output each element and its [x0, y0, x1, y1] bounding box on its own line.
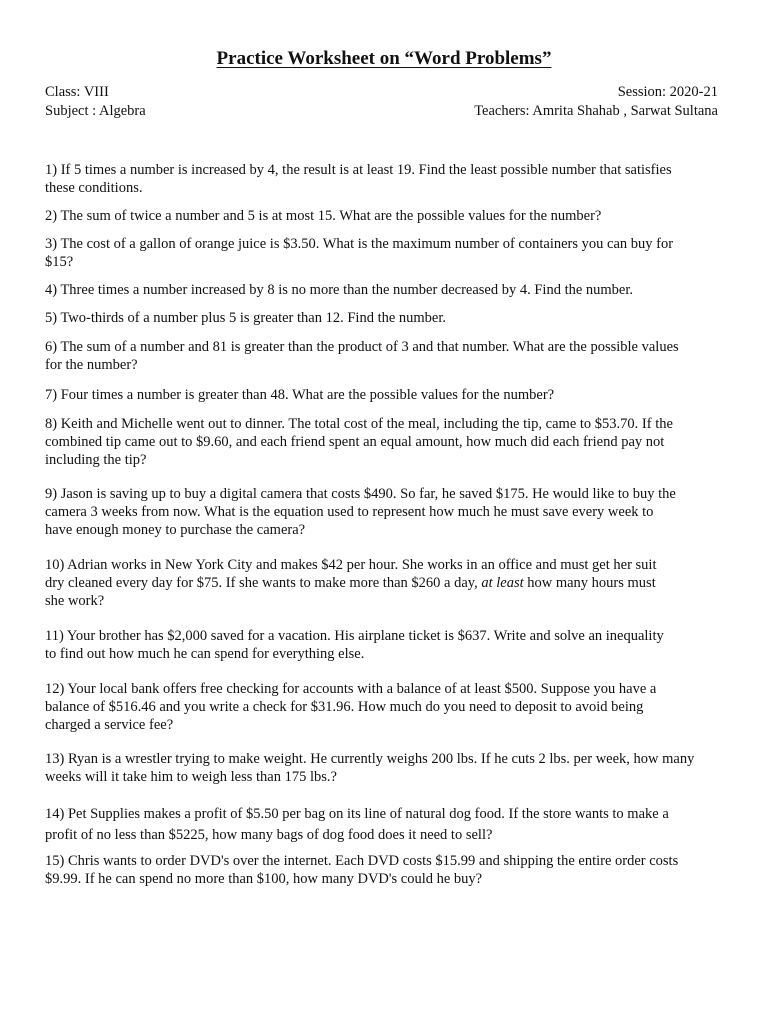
- question-line: camera 3 weeks from now. What is the equation used to represent how much he must save every week to: [45, 504, 654, 520]
- question-line: 1) If 5 times a number is increased by 4, the result is at least 19. Find the least possible number that satisfies: [45, 162, 672, 178]
- question-8: [45, 415, 725, 469]
- question-15: [45, 852, 725, 888]
- question-1: [45, 161, 725, 197]
- question-line: 14) Pet Supplies makes a profit of $5.50 per bag on its line of natural dog food. If the store wants to make a: [45, 806, 669, 822]
- teachers-label: Teachers: Amrita Shahab , Sarwat Sultana: [474, 103, 718, 119]
- question-line: profit of no less than $5225, how many bags of dog food does it need to sell?: [45, 827, 493, 843]
- question-line: $15?: [45, 254, 74, 270]
- question-line: $9.99. If he can spend no more than $100, how many DVD's could he buy?: [45, 871, 483, 887]
- question-line: weeks will it take him to weigh less than 175 lbs.?: [45, 769, 337, 785]
- question-2: [45, 207, 725, 225]
- question-11: [45, 627, 725, 663]
- question-10: [45, 556, 725, 610]
- question-line: 3) The cost of a gallon of orange juice is $3.50. What is the maximum number of containers you can buy for: [45, 236, 674, 252]
- class-label: Class: VIII: [45, 84, 109, 100]
- question-line: 8) Keith and Michelle went out to dinner. The total cost of the meal, including the tip, came to $53.70. If the: [45, 416, 673, 432]
- question-line: these conditions.: [45, 180, 143, 196]
- question-12: [45, 680, 725, 734]
- meta-right: [474, 83, 718, 121]
- question-3: [45, 235, 725, 271]
- question-line: have enough money to purchase the camera?: [45, 522, 306, 538]
- subject-label: Subject : Algebra: [45, 103, 146, 119]
- question-line: to find out how much he can spend for everything else.: [45, 646, 365, 662]
- question-line: 7) Four times a number is greater than 48. What are the possible values for the number?: [45, 387, 555, 403]
- question-line: 5) Two-thirds of a number plus 5 is greater than 12. Find the number.: [45, 310, 447, 326]
- question-5: [45, 309, 725, 327]
- question-line: for the number?: [45, 357, 138, 373]
- question-line: 12) Your local bank offers free checking for accounts with a balance of at least $500. Suppose you have a: [45, 681, 657, 697]
- page-title: Practice Worksheet on “Word Problems”: [216, 48, 552, 69]
- meta-left: [45, 83, 146, 121]
- question-4: [45, 281, 725, 299]
- session-label: Session: 2020-21: [617, 84, 718, 100]
- question-line: including the tip?: [45, 452, 147, 468]
- question-line: 2) The sum of twice a number and 5 is at most 15. What are the possible values for the number?: [45, 208, 602, 224]
- question-7: [45, 386, 725, 404]
- question-line: 11) Your brother has $2,000 saved for a vacation. His airplane ticket is $637. Write and solve an inequality: [45, 628, 664, 644]
- emphasis-text: at least: [481, 575, 524, 591]
- question-6: [45, 338, 725, 374]
- question-13: [45, 750, 725, 786]
- question-line: 13) Ryan is a wrestler trying to make weight. He currently weighs 200 lbs. If he cuts 2 lbs. per week, how many: [45, 751, 695, 767]
- question-line: combined tip came out to $9.60, and each friend spent an equal amount, how much did each friend pay not: [45, 434, 665, 450]
- question-line: 10) Adrian works in New York City and makes $42 per hour. She works in an office and must get her suit: [45, 557, 657, 573]
- question-line: balance of $516.46 and you write a check for $31.96. How much do you need to deposit to avoid being: [45, 699, 644, 715]
- question-line: 9) Jason is saving up to buy a digital camera that costs $490. So far, he saved $175. He would like to buy the: [45, 486, 676, 502]
- question-text: how many hours must: [523, 575, 656, 591]
- question-line-emphasis: [45, 574, 725, 592]
- question-line: 6) The sum of a number and 81 is greater than the product of 3 and that number. What are the possible values: [45, 339, 679, 355]
- question-text: dry cleaned every day for $75. If she wants to make more than $260 a day,: [45, 575, 482, 591]
- question-line: 15) Chris wants to order DVD's over the internet. Each DVD costs $15.99 and shipping the entire order costs: [45, 853, 679, 869]
- question-14: [45, 805, 725, 844]
- question-line: 4) Three times a number increased by 8 is no more than the number decreased by 4. Find the number.: [45, 282, 634, 298]
- question-9: [45, 485, 725, 539]
- question-line: she work?: [45, 593, 105, 609]
- question-line: charged a service fee?: [45, 717, 174, 733]
